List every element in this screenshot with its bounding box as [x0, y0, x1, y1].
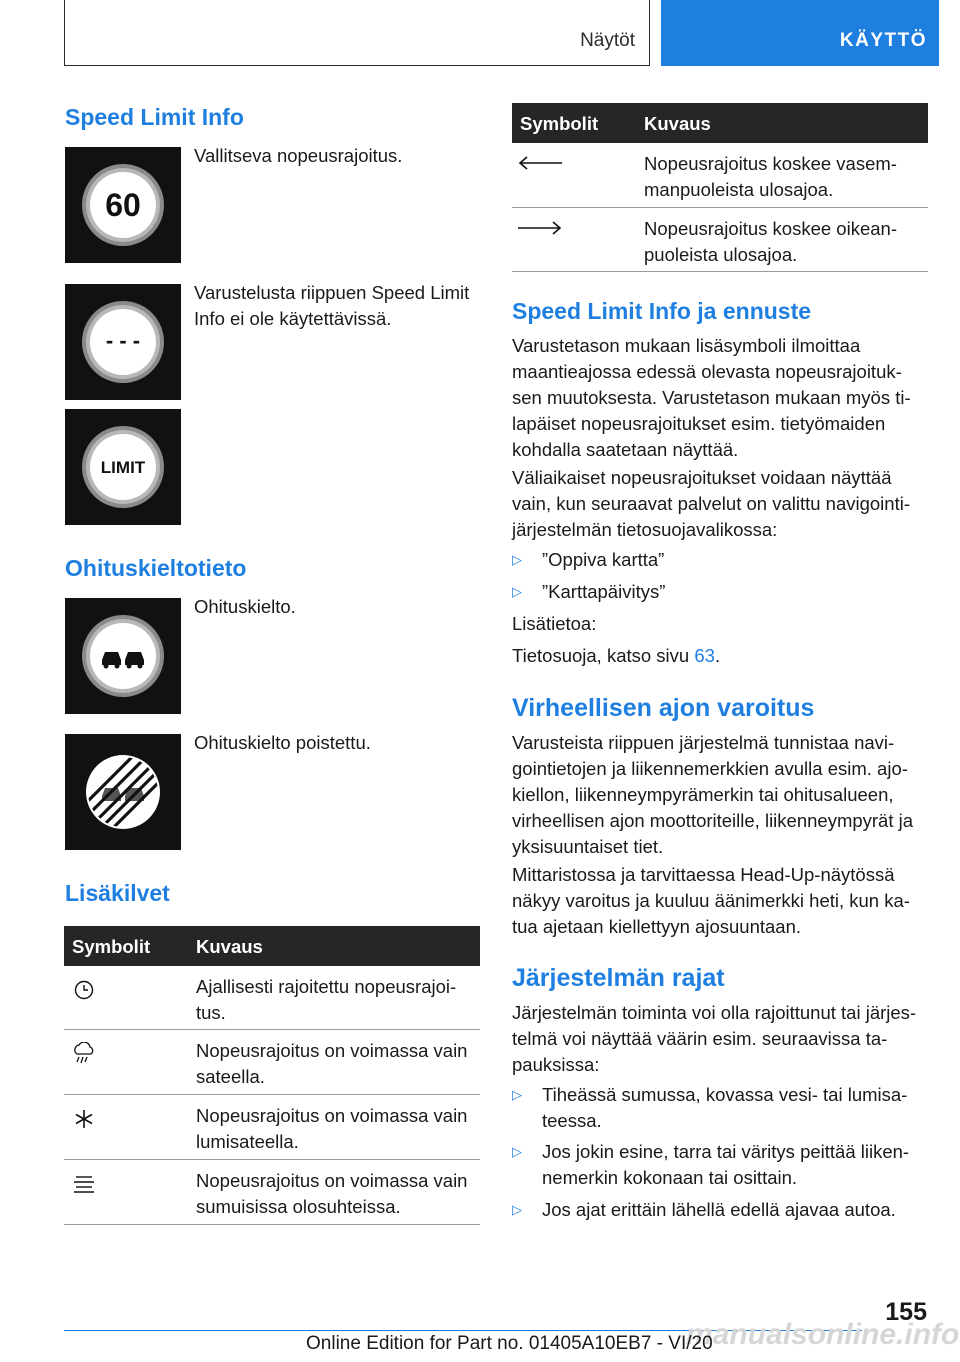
- text-line: Tiheässä sumussa, kovassa vesi- tai lumisa-: [542, 1084, 908, 1105]
- bullet-text: [542, 1082, 907, 1134]
- table-row: [64, 966, 480, 1030]
- text-line: telmä voi näyttää väärin esim. seuraavissa ta-: [512, 1028, 888, 1049]
- header-chapter-tab[interactable]: [661, 0, 939, 66]
- col-header-description: Kuvaus: [196, 936, 263, 957]
- text-line: Nopeusrajoitus on voimassa vain: [196, 1105, 468, 1126]
- bullet-text: [542, 1197, 896, 1223]
- no-overtaking-sign-image: [65, 598, 181, 714]
- wrong-way-heading: Virheellisen ajon varoitus: [512, 694, 815, 722]
- bullet-triangle-icon: ▷: [512, 584, 522, 599]
- text-line: sen muutoksesta. Varustetason mukaan myös ti-: [512, 387, 911, 408]
- more-info-label: Lisätietoa:: [512, 613, 597, 634]
- text-line: sumuisissa olosuhteissa.: [196, 1196, 401, 1217]
- bullet-text: ”Karttapäivitys”: [542, 581, 666, 602]
- row-description: [196, 1168, 467, 1220]
- row-description: [196, 1038, 467, 1090]
- row-description: [196, 1103, 467, 1155]
- table-row: [64, 1030, 480, 1095]
- no-overtaking-description: Ohituskielto.: [194, 596, 296, 617]
- text-line: Nopeusrajoitus on voimassa vain: [196, 1040, 468, 1061]
- bullet-triangle-icon: ▷: [512, 1087, 522, 1102]
- table-header: [512, 103, 928, 143]
- bullet-triangle-icon: ▷: [512, 1202, 522, 1217]
- text-line: maantieajossa edessä olevasta nopeusrajoituk-: [512, 361, 902, 382]
- text-line: Nopeusrajoitus on voimassa vain: [196, 1170, 468, 1191]
- bullet-triangle-icon: ▷: [512, 1144, 522, 1159]
- text-line: vain, kun seuraavat palvelut on valittu navigointi-: [512, 493, 910, 514]
- speed-limit-unavailable-sign-image: [65, 284, 181, 400]
- page-link[interactable]: 63: [694, 645, 715, 666]
- sign-dash-symbol: - - -: [105, 328, 141, 353]
- text-line: Väliaikaiset nopeusrajoitukset voidaan näyttää: [512, 467, 892, 488]
- text-line: Nopeusrajoitus koskee oikean-: [644, 218, 897, 239]
- col-header-symbol: Symbolit: [520, 113, 599, 134]
- text-line: yksisuuntaiset tiet.: [512, 836, 664, 857]
- text-line: Nopeusrajoitus koskee vasem-: [644, 153, 897, 174]
- table-row: [512, 208, 928, 272]
- watermark: manualsonline.info: [686, 1318, 960, 1351]
- text-line: virheellisen ajon moottoriteille, liikenneympyrät ja: [512, 810, 914, 831]
- extra-signs-table: [64, 926, 480, 1225]
- text-line: näkyy varoitus ja kuuluu äänimerkki heti, kun ka-: [512, 890, 910, 911]
- snowflake-icon: [54, 1107, 114, 1131]
- text-line: järjestelmän tietosuojavalikossa:: [512, 519, 778, 540]
- speed-limit-60-sign-image: [65, 147, 181, 263]
- text-line: tus.: [196, 1002, 226, 1023]
- reference-end: .: [714, 645, 721, 666]
- sign-limit-word: LIMIT: [100, 458, 146, 477]
- overtaking-heading: Ohituskieltotieto: [65, 555, 247, 581]
- text-line: Ajallisesti rajoitettu nopeusrajoi-: [196, 976, 457, 997]
- arrow-right-icon: [512, 220, 568, 236]
- text-line: Mittaristossa ja tarvittaessa Head-Up-näytössä: [512, 864, 895, 885]
- forecast-paragraph-2: [512, 465, 932, 543]
- text-line: manpuoleista ulosajoa.: [644, 179, 834, 200]
- text-line: Varustelusta riippuen Speed Limit: [194, 282, 470, 303]
- text-line: pauksissa:: [512, 1054, 600, 1075]
- row-description: [644, 151, 897, 203]
- text-line: gointietojen ja liikennemerkkien avulla esim. ajo-: [512, 758, 908, 779]
- text-line: lumisateella.: [196, 1131, 299, 1152]
- forecast-paragraph-1: [512, 333, 932, 463]
- text-line: puoleista ulosajoa.: [644, 244, 798, 265]
- end-no-overtaking-description: Ohituskielto poistettu.: [194, 732, 371, 753]
- table-header: [64, 926, 480, 966]
- text-line: kohdalla saatetaan näyttää.: [512, 439, 739, 460]
- wrong-way-paragraph-2: [512, 862, 932, 940]
- text-line: Varusteista riippuen järjestelmä tunnistaa navi-: [512, 732, 895, 753]
- text-line: lapäiset nopeusrajoitukset esim. tietyömaiden: [512, 413, 886, 434]
- table-row: [512, 143, 928, 208]
- text-line: kiellon, liikenneympyrämerkin tai ohitusalueen,: [512, 784, 894, 805]
- reference-text: Tietosuoja, katso sivu: [512, 645, 695, 666]
- privacy-reference: [512, 643, 720, 669]
- header-section-label: Näytöt: [580, 30, 635, 51]
- col-header-symbol: Symbolit: [72, 936, 151, 957]
- speed-limit-info-heading: Speed Limit Info: [65, 104, 244, 130]
- text-line: teessa.: [542, 1110, 602, 1131]
- table-row: [64, 1160, 480, 1225]
- system-limits-heading: Järjestelmän rajat: [512, 964, 725, 992]
- system-limits-paragraph: [512, 1000, 932, 1078]
- speed-limit-limit-sign-image: [65, 409, 181, 525]
- end-no-overtaking-sign-image: [65, 734, 181, 850]
- text-line: sateella.: [196, 1066, 265, 1087]
- forecast-heading: Speed Limit Info ja ennuste: [512, 298, 812, 324]
- extra-signs-heading: Lisäkilvet: [65, 880, 170, 906]
- page-number: 155: [885, 1298, 927, 1326]
- bullet-triangle-icon: ▷: [512, 552, 522, 567]
- exit-direction-table: [512, 103, 928, 272]
- rain-icon: [54, 1042, 114, 1066]
- text-line: Järjestelmän toiminta voi olla rajoittunut tai järjes-: [512, 1002, 917, 1023]
- footer-edition: Online Edition for Part no. 01405A10EB7 - VI/20: [306, 1333, 713, 1354]
- text-line: Info ei ole käytettävissä.: [194, 308, 392, 329]
- table-row: [64, 1095, 480, 1160]
- bullet-text: [542, 1139, 909, 1191]
- clock-icon: [54, 978, 114, 1002]
- speed-limit-60-description: Vallitseva nopeusrajoitus.: [194, 145, 403, 166]
- header-chapter-label: KÄYTTÖ: [839, 30, 927, 51]
- text-line: tua ajetaan kiellettyyn ajosuuntaan.: [512, 916, 802, 937]
- text-line: Varustetason mukaan lisäsymboli ilmoittaa: [512, 335, 861, 356]
- wrong-way-paragraph-1: [512, 730, 932, 860]
- text-line: Jos jokin esine, tarra tai väritys peittää liiken-: [542, 1141, 910, 1162]
- text-line: Jos ajat erittäin lähellä edellä ajavaa autoa.: [542, 1199, 896, 1220]
- bullet-text: ”Oppiva kartta”: [542, 549, 665, 570]
- fog-icon: [54, 1172, 114, 1196]
- row-description: [196, 974, 456, 1026]
- arrow-left-icon: [512, 155, 568, 171]
- col-header-description: Kuvaus: [644, 113, 711, 134]
- text-line: nemerkin kokonaan tai osittain.: [542, 1167, 798, 1188]
- header-section-box: [64, 0, 650, 66]
- sign-60-number: 60: [105, 187, 141, 223]
- speed-limit-unavailable-description: [194, 280, 469, 332]
- row-description: [644, 216, 897, 268]
